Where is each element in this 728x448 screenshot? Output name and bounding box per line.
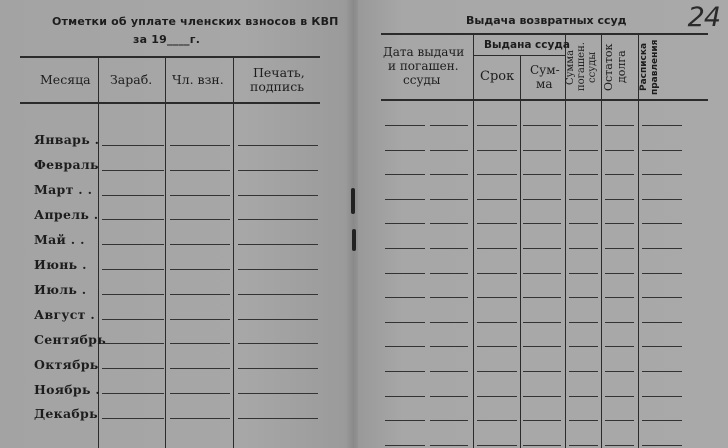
row-line [170, 195, 230, 196]
row-line [642, 174, 682, 175]
header-bottom-rule [20, 102, 320, 104]
row-line [477, 248, 517, 249]
row-line [385, 297, 425, 298]
row-line [569, 322, 598, 323]
row-line [569, 248, 598, 249]
row-line [102, 244, 164, 245]
row-line [605, 273, 634, 274]
row-line [102, 294, 164, 295]
row-line [430, 199, 468, 200]
term-column-header: Срок [480, 69, 515, 84]
sum-column-header-line1: Сум- [530, 63, 560, 77]
row-line [238, 244, 318, 245]
row-line [523, 248, 561, 249]
row-line [430, 150, 468, 151]
row-line [430, 396, 468, 397]
row-line [430, 322, 468, 323]
row-line [430, 273, 468, 274]
balance-column-header: Остаток долга [602, 43, 628, 91]
row-line [569, 199, 598, 200]
stamp-column-header-line1: Печать, [253, 65, 305, 80]
left-title-line2: за 19____г. [133, 33, 201, 46]
column-divider-3 [233, 57, 234, 448]
row-line [385, 199, 425, 200]
row-line [605, 445, 634, 446]
right-page [358, 0, 728, 448]
month-label: Январь . [34, 132, 100, 147]
date-column-header-line1: Дата выдачи [383, 45, 465, 59]
row-line [102, 145, 164, 146]
row-line [569, 125, 598, 126]
issued-column-header: Выдана ссуда [484, 39, 570, 51]
row-line [102, 195, 164, 196]
month-label: Октябрь [34, 357, 99, 372]
month-label: Май . . [34, 232, 85, 247]
row-line [430, 174, 468, 175]
row-line [238, 319, 318, 320]
row-line [238, 343, 318, 344]
row-line [477, 371, 517, 372]
right-table-top-rule [381, 33, 708, 35]
column-divider-2 [165, 57, 166, 448]
row-line [102, 269, 164, 270]
row-line [605, 248, 634, 249]
row-line [523, 199, 561, 200]
row-line [477, 150, 517, 151]
row-line [238, 393, 318, 394]
date-column-header-line2: и погашен. [388, 59, 459, 73]
row-line [642, 346, 682, 347]
month-label: Март . . [34, 182, 93, 197]
row-line [642, 248, 682, 249]
staple-top [351, 188, 355, 214]
row-line [477, 346, 517, 347]
row-line [642, 199, 682, 200]
row-line [238, 294, 318, 295]
row-line [523, 174, 561, 175]
row-line [642, 125, 682, 126]
row-line [170, 294, 230, 295]
row-line [605, 396, 634, 397]
row-line [430, 297, 468, 298]
row-line [170, 244, 230, 245]
row-line [569, 445, 598, 446]
row-line [605, 420, 634, 421]
row-line [523, 297, 561, 298]
row-line [523, 125, 561, 126]
row-line [102, 343, 164, 344]
row-line [477, 396, 517, 397]
row-line [385, 420, 425, 421]
row-line [605, 297, 634, 298]
row-line [102, 368, 164, 369]
row-line [238, 269, 318, 270]
row-line [569, 273, 598, 274]
row-line [642, 273, 682, 274]
row-line [477, 174, 517, 175]
row-line [477, 199, 517, 200]
row-line [102, 319, 164, 320]
right-header-bottom-rule [381, 99, 708, 101]
row-line [569, 150, 598, 151]
month-label: Февраль [34, 157, 99, 172]
row-line [238, 219, 318, 220]
row-line [238, 195, 318, 196]
sum-column-header-line2: ма [536, 77, 553, 91]
row-line [385, 248, 425, 249]
row-line [605, 174, 634, 175]
row-line [430, 346, 468, 347]
row-line [523, 150, 561, 151]
left-page [0, 0, 350, 448]
stamp-column-header-line2: подпись [250, 79, 305, 94]
month-label: Сентябрь [34, 332, 106, 347]
repaid-sum-column-header: Сумма погашен. ссуды [565, 42, 598, 92]
row-line [523, 322, 561, 323]
row-line [642, 223, 682, 224]
row-line [238, 145, 318, 146]
page-number: 24 [687, 2, 720, 33]
issued-subheader-rule [473, 55, 565, 56]
row-line [238, 170, 318, 171]
date-column-header-line3: ссуды [403, 73, 441, 87]
row-line [569, 396, 598, 397]
row-line [385, 125, 425, 126]
month-label: Июль . [34, 282, 87, 297]
row-line [605, 322, 634, 323]
row-line [569, 346, 598, 347]
receipt-column-header: Расписка правления [639, 39, 660, 95]
row-line [385, 174, 425, 175]
row-line [170, 170, 230, 171]
row-line [170, 145, 230, 146]
row-line [102, 170, 164, 171]
row-line [170, 368, 230, 369]
row-line [569, 371, 598, 372]
row-line [385, 273, 425, 274]
row-line [385, 346, 425, 347]
month-label: Апрель . [34, 207, 99, 222]
right-column-divider-2 [520, 56, 521, 448]
month-label: Декабрь [34, 406, 98, 421]
row-line [605, 199, 634, 200]
row-line [477, 297, 517, 298]
row-line [523, 346, 561, 347]
row-line [477, 273, 517, 274]
row-line [238, 418, 318, 419]
row-line [385, 396, 425, 397]
row-line [605, 346, 634, 347]
row-line [477, 223, 517, 224]
row-line [477, 322, 517, 323]
month-label: Июнь . [34, 257, 87, 272]
row-line [569, 420, 598, 421]
row-line [102, 418, 164, 419]
row-line [430, 223, 468, 224]
row-line [170, 269, 230, 270]
staple-bottom [352, 229, 356, 251]
row-line [642, 150, 682, 151]
row-line [430, 420, 468, 421]
table-top-rule [20, 56, 320, 58]
row-line [385, 150, 425, 151]
dues-column-header: Чл. взн. [172, 72, 224, 87]
row-line [642, 297, 682, 298]
row-line [605, 125, 634, 126]
row-line [642, 371, 682, 372]
row-line [642, 445, 682, 446]
row-line [642, 420, 682, 421]
row-line [477, 420, 517, 421]
row-line [170, 319, 230, 320]
row-line [642, 396, 682, 397]
row-line [170, 393, 230, 394]
earnings-column-header: Зараб. [110, 72, 153, 87]
row-line [385, 322, 425, 323]
row-line [605, 371, 634, 372]
row-line [523, 396, 561, 397]
row-line [523, 371, 561, 372]
row-line [385, 223, 425, 224]
left-title-line1: Отметки об уплате членских взносов в КВП [52, 15, 339, 28]
row-line [430, 445, 468, 446]
row-line [102, 393, 164, 394]
row-line [477, 125, 517, 126]
row-line [170, 219, 230, 220]
month-column-header: Месяца [40, 72, 91, 87]
row-line [238, 368, 318, 369]
right-title: Выдача возвратных ссуд [466, 14, 627, 27]
row-line [605, 223, 634, 224]
row-line [605, 150, 634, 151]
row-line [170, 343, 230, 344]
row-line [523, 273, 561, 274]
row-line [523, 223, 561, 224]
row-line [569, 297, 598, 298]
row-line [523, 445, 561, 446]
row-line [430, 125, 468, 126]
month-label: Август . [34, 307, 95, 322]
row-line [430, 371, 468, 372]
row-line [170, 418, 230, 419]
row-line [642, 322, 682, 323]
row-line [569, 174, 598, 175]
row-line [523, 420, 561, 421]
row-line [385, 371, 425, 372]
row-line [430, 248, 468, 249]
row-line [477, 445, 517, 446]
row-line [569, 223, 598, 224]
row-line [385, 445, 425, 446]
month-label: Ноябрь . [34, 382, 101, 397]
row-line [102, 219, 164, 220]
right-column-divider-1 [473, 34, 474, 448]
